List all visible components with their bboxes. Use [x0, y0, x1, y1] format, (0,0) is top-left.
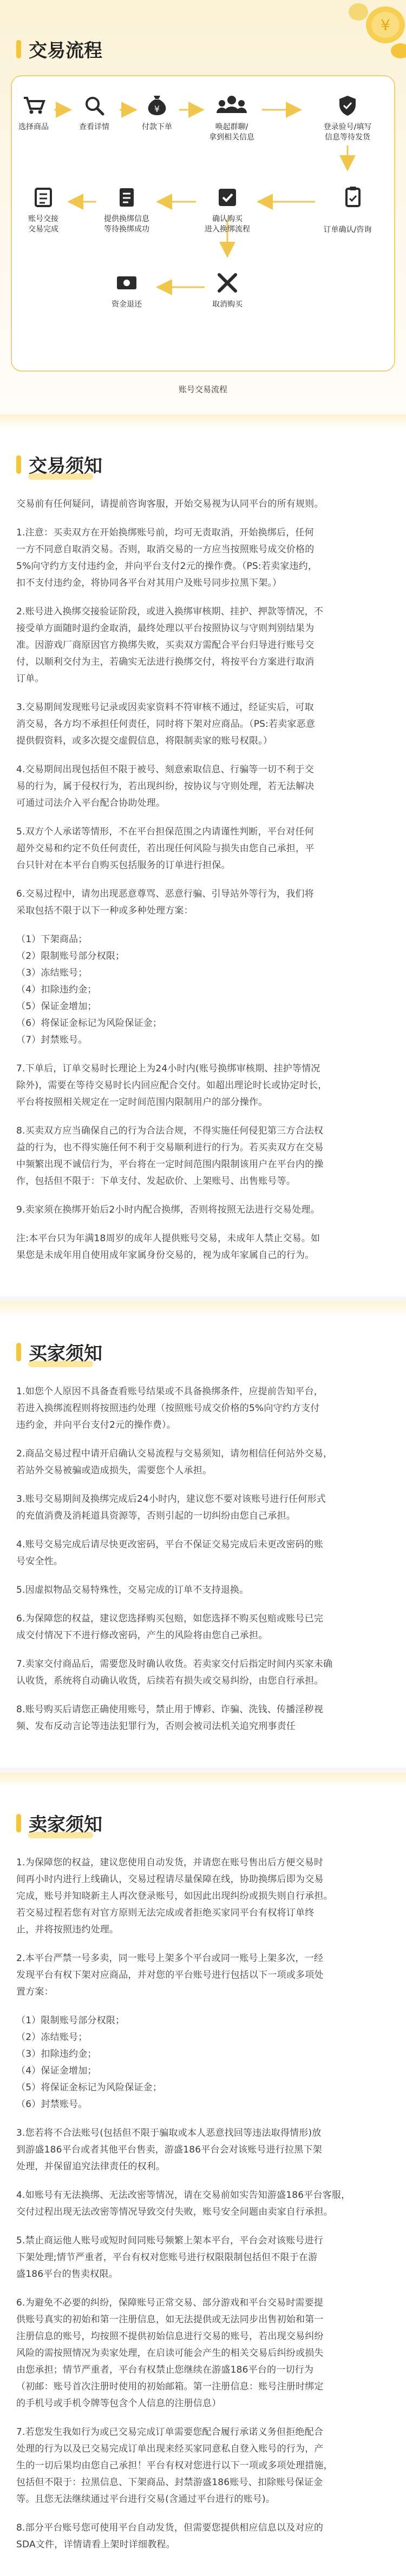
process-title-text: 交易流程: [29, 40, 102, 62]
rule-line: 由您承担；情节严重者，平台有权禁止您继续在游盛186平台的一切行为: [16, 2365, 314, 2375]
rule-paragraph: [16, 1230, 390, 1264]
rule-paragraph: [16, 931, 390, 1049]
rule-paragraph: [16, 2233, 390, 2283]
rule-paragraph: [16, 1446, 390, 1479]
rule-line: 完成，账号并知晓新主人再次登录账号，如因此出现纠纷或损失则自行承担。: [16, 1891, 333, 1902]
rule-line: 7.卖家交付商品后，需要您及时确认收货。若卖家交付后指定时间内买家未确: [16, 1659, 333, 1670]
rule-line: 5.禁止商运他人账号或短时间同账号频繁上架本平台，平台会对该账号进行: [16, 2235, 324, 2246]
rule-line: 4.账号交易完成后请尽快更改密码，平台不保证交易完成后未更改密码的账: [16, 1539, 324, 1550]
rule-paragraph: [16, 604, 390, 687]
flow-step-label: 付款下单: [142, 123, 172, 131]
rule-line: 置方案：: [16, 1986, 54, 1997]
seller-notice-head: [0, 1788, 406, 1836]
refund-icon: [117, 276, 136, 289]
flow-step-label-line2: 进入换绑流程: [205, 225, 250, 234]
rule-line: （5）保证金增加；: [16, 1001, 97, 1012]
rule-line: 接受单方面随时退约金取消，最终处理以平台按照协议与守则判别结果为: [16, 623, 315, 634]
rule-paragraph: [16, 2424, 390, 2508]
rule-paragraph: [16, 2520, 390, 2553]
rule-line: 8.买卖双方应当确保自己的行为合法合规，不得实施任何侵犯第三方合法权: [16, 1125, 324, 1136]
rule-paragraph: [16, 2012, 390, 2113]
flow-step-label-line2: 交易完成: [28, 225, 58, 234]
rule-line: 发现平台有权下架对应商品，并对您的平台账号进行包括以下一项或多项处: [16, 1970, 324, 1981]
flow-step-label: 查看详情: [79, 123, 109, 131]
flow-step-label-line2: 信息等待发货: [325, 133, 370, 142]
rule-line: 交易前有任何疑问，请提前咨询客服，开始交易视为认同平台的所有规则。: [16, 499, 324, 509]
process-flow-diagram: [12, 76, 396, 373]
rule-line: 2.商品交易过程中请开启确认交易流程与交易须知，请勿相信任何站外交易，: [16, 1448, 333, 1459]
rule-line: 9.卖家须在换绑开始后2小时内配合换绑，否则将按照无法进行交易处理。: [16, 1204, 320, 1215]
rule-paragraph: [16, 1061, 390, 1111]
title-accent-bar: [16, 1343, 21, 1361]
rule-line: （4）扣除违约金；: [16, 984, 97, 995]
process-section: [0, 0, 406, 414]
rule-line: 作，包括但不限于：下单支付、发起砍价、上架账号、出售账号等。: [16, 1176, 296, 1187]
rule-line: （5）将保证金标记为风险保证金；: [16, 2082, 162, 2093]
rule-line: 6.为避免不必要的纠纷，保障账号正常交易、部分游戏和平台交易时需要提: [16, 2297, 324, 2308]
seller-notice-title: [16, 1810, 390, 1836]
rule-line: 提供假资料，或多次提交虚假信息，将限制卖家的账号权限。）: [16, 736, 273, 746]
rule-line: 等。且您无法继续通过平台进行交易(含通过平台进行的账号)。: [16, 2494, 276, 2505]
rule-line: 易的行为，属于侵权行为，若出现纠纷，按协议与守则处理，若无法解决: [16, 781, 315, 792]
process-caption: 账号交易流程: [178, 385, 227, 394]
rule-paragraph: [16, 886, 390, 919]
clipboard-icon: [346, 187, 359, 206]
rule-line: 5.双方个人承诺等情形，不在平台担保范围之内请谨性判断，平台对任何: [16, 826, 314, 837]
rule-line: 风险的需按照情况为卖家处理，在启读可能会产生的相关交易后纠纷或损失: [16, 2348, 324, 2359]
rule-line: 采取包括不限于以下一种或多种处理方案：: [16, 905, 193, 916]
rule-paragraph: [16, 1701, 390, 1735]
rule-line: 4.交易期间出现包括但不限于被号、刻意索取信息、行骗等一切不利于交: [16, 764, 314, 775]
flow-step-label: 订单确认/咨询: [323, 226, 372, 234]
rule-paragraph: [16, 824, 390, 874]
rule-line: 8.部分平台账号您可使用平台自动发货，但需要您提供相应信息以及对应的: [16, 2522, 324, 2533]
checkbox-icon: [219, 189, 236, 206]
rule-paragraph: [16, 1611, 390, 1644]
coins-decoration-icon: [325, 0, 406, 59]
rule-line: 2.账号进入换绑交接验证阶段，或进入换绑审核期、挂护、押款等情况，不: [16, 606, 324, 617]
rule-line: 若进入换绑流程则将按照违约处理（按照账号成交价格的5%向守约方支付: [16, 1403, 320, 1414]
rule-line: （2）冻结账号；: [16, 2032, 88, 2043]
rule-line: 下架处理;情节严重者，平台有权对您账号进行权限限制包括但不限于在游: [16, 2252, 318, 2263]
rule-line: （3）冻结账号；: [16, 968, 88, 978]
rule-line: 8.账号购买后请您正确使用账号，禁止用于博彩、诈骗、洗钱、传播淫秽视: [16, 1704, 324, 1715]
rule-line: （7）封禁账号。: [16, 1035, 88, 1045]
rule-line: 1.如您个人原因不具备查看账号结果或不具备换绑条件，应提前告知平台，: [16, 1386, 324, 1397]
flow-step-label: 唤起群聊/: [215, 123, 248, 131]
rule-line: 止，并将按照违约处理。: [16, 1924, 119, 1935]
rule-line: 认收货，系统将自动确认收货，后续若有损失或交易纠纷，由您自行承担。: [16, 1676, 324, 1686]
rule-line: 益的行为，也不得实施任何不利于交易顺利进行的行为。若买卖双方在交易: [16, 1142, 324, 1153]
account-icon: [36, 189, 51, 206]
rule-line: 付，以顺利交付为主，若确实无法进行换绑交付，将按平台方案进行取消: [16, 657, 315, 667]
cross-icon: [219, 275, 235, 291]
seller-notice-title-text: 卖家须知: [29, 1814, 102, 1836]
rule-line: 7.若您发生我如行为或已交易完成订单需要您配合履行承诺义务但拒绝配合: [16, 2427, 324, 2438]
flow-connectors: [54, 110, 348, 287]
rule-line: 3.您若将不合法账号(包括但不限于骗取或本人恶意找回等违法取得情形)放: [16, 2128, 322, 2138]
rule-line: （1）限制账号部分权限；: [16, 2015, 125, 2026]
flow-step-label: 选择商品: [18, 123, 49, 131]
cart-icon: [24, 98, 44, 114]
title-accent-bar: [16, 40, 21, 58]
buyer-notice-rules: [0, 1365, 406, 1758]
rule-line: 台只针对在本平台自购买包括服务的订单进行担保。: [16, 860, 231, 871]
rule-line: （1）下架商品；: [16, 934, 88, 945]
rule-line: 成交付情况下不进行修改密码，产生的风险将由您自己承担。: [16, 1630, 268, 1641]
rule-line: 除外)，需要在等待交易时长内回应配合交付。如超出理论时长或协定时长，: [16, 1080, 328, 1091]
trade-notice-title-text: 交易须知: [29, 455, 102, 477]
rule-line: 到游盛186平台或者其他平台售卖，游盛186平台会对该账号进行拉黑下架: [16, 2144, 322, 2155]
rule-line: 供账号真实的初始和第一注册信息，如无法提供或无法同步出售初始和第一: [16, 2314, 324, 2325]
rule-line: SDA文件，详情请看上架时详细教程。: [16, 2539, 175, 2550]
rule-line: （3）扣除违约金；: [16, 2049, 97, 2060]
money-bag-icon: [148, 96, 166, 115]
trade-notice-head: [0, 429, 406, 478]
rule-line: 注册信息的账号，均按照不提供初始信息进行交易的账号，若出现交易纠纷: [16, 2331, 324, 2342]
rule-paragraph: [16, 1656, 390, 1690]
rule-line: 1.注意：买卖双方在开始换绑账号前，均可无责取消，开始换绑后，任何: [16, 527, 314, 538]
buyer-notice-title: [16, 1339, 390, 1365]
shield-check-icon: [339, 96, 356, 116]
section-fade: [0, 414, 406, 429]
rule-line: 频、发布反动言论等违法犯罪行为，否则会被司法机关追究刑事责任: [16, 1721, 296, 1732]
document-icon: [120, 188, 134, 207]
flow-step-label-line2: 拿到相关信息: [209, 133, 254, 142]
title-accent-bar: [16, 455, 21, 474]
rule-paragraph: [16, 2187, 390, 2221]
rule-line: 注:本平台只为年满18周岁的成年人提供账号交易，未成年人禁止交易。如: [16, 1233, 320, 1244]
rule-line: 1.为保障您的权益，建议您使用自动发货，并请您在账号售出后方便交易时: [16, 1857, 324, 1868]
rule-line: 可通过司法介入平台配合协助处理。: [16, 798, 166, 809]
rule-paragraph: [16, 1950, 390, 2001]
rule-paragraph: [16, 1537, 390, 1570]
section-fade: [0, 1773, 406, 1788]
rule-line: （2）限制账号部分权限；: [16, 951, 125, 962]
svg-text:¥: ¥: [381, 16, 390, 34]
flow-step-label: 登录验号/填写: [323, 123, 372, 131]
rule-line: 5.因虚拟物品交易特殊性，交易完成的订单不支持退换。: [16, 1585, 249, 1595]
rule-paragraph: [16, 1491, 390, 1525]
rule-line: 若站外交易被骗或造成损失，需要您个人承担。: [16, 1465, 212, 1476]
rule-line: 生的一切后果均由您自己承担！平台有权对您进行以下一项或多项处理措施，: [16, 2460, 333, 2471]
rule-paragraph: [16, 699, 390, 750]
rule-line: 6.交易过程中，请勿出现恶意尊骂、恶意行骗、引导站外等行为，我们将: [16, 889, 314, 899]
rule-line: 若交易过程若您有对官方原则无法完成或者拒绝买家同平台有权将订单终: [16, 1908, 315, 1918]
rule-line: （6）将保证金标记为风险保证金；: [16, 1018, 162, 1029]
rule-line: 交付过程出现无法改密等情况导致交付失败，账号安全问题由卖家自行承担。: [16, 2207, 333, 2217]
flow-step-label: 取消购买: [212, 300, 243, 309]
svg-text:¥: ¥: [154, 104, 160, 114]
flow-step-label: 账号交接: [28, 215, 58, 223]
trade-notice-rules: [0, 478, 406, 1287]
rule-line: （6）封禁账号。: [16, 2099, 88, 2110]
rule-line: 果您是未成年用自使用成年家属身份交易的，视为成年家属自己的行为。: [16, 1250, 315, 1261]
flow-step-label-line2: 等待换绑成功: [104, 225, 149, 234]
rule-line: 违约金，并向平台支付2元的操作费）。: [16, 1420, 176, 1431]
rule-line: 平台将按照相关规定在一定时间范围内限制用户的部分操作。: [16, 1097, 268, 1108]
rule-line: 处理，并保留追究法律责任的权利。: [16, 2161, 166, 2172]
buyer-notice-title-text: 买家须知: [29, 1343, 102, 1365]
people-icon: [217, 96, 247, 113]
rule-line: 号安全性。: [16, 1556, 63, 1567]
rule-line: 处理的行为以及已交易完成订单出现来经买家同意私自登入账号的行为，产: [16, 2443, 324, 2454]
rule-line: 包括但不限于：拉黑信息、下架商品、封禁游盛186账号、扣除账号保证金: [16, 2477, 323, 2488]
rule-line: 的充值消费及消耗道具资源等，否则引起的一切纠纷由您自己承担。: [16, 1511, 296, 1521]
rule-line: 准。因游戏厂商原因官方换绑失败，买卖双方需配合平台归导进行账号交: [16, 640, 315, 651]
rule-line: 7.下单后，订单交易时长理论上为24小时内(账号换绑审核期、挂护等情况: [16, 1063, 320, 1074]
flow-step-label: 确认购买: [212, 215, 243, 223]
rule-paragraph: [16, 1582, 390, 1599]
rule-paragraph: [16, 525, 390, 592]
rule-paragraph: [16, 1202, 390, 1219]
rule-line: 一方不同意自取消交易。否则，取消交易的一方应当按照账号成交价格的: [16, 544, 315, 555]
rule-paragraph: [16, 761, 390, 812]
rule-line: 中频繁出现不诚信行为，平台将在一定时间范围内限制该用户在平台内的操: [16, 1159, 324, 1170]
magnifier-icon: [87, 98, 103, 114]
rule-paragraph: [16, 1855, 390, 1938]
rule-line: 间再小时内进行上线确认，交易过程请尽量保障在线，协助换绑后即为交易: [16, 1874, 324, 1885]
rule-line: 4.如账号有无法换绑、无法改密等情况，请在交易前如实告知游盛186平台客服，: [16, 2190, 351, 2201]
rule-line: 5%向守约方支付违约金，并向平台支付2元的操作费。（PS:若卖家违约，: [16, 561, 318, 572]
rule-line: 的手机号或手机令牌等包含个人信息的注册信息）: [16, 2398, 221, 2409]
trade-notice-title: [16, 451, 390, 478]
rule-line: （4）保证金增加；: [16, 2065, 97, 2076]
rule-line: 盛186平台的售卖权限。: [16, 2269, 118, 2280]
rule-paragraph: [16, 2295, 390, 2412]
section-divider: [0, 1767, 406, 1773]
process-flow-card: [11, 75, 395, 372]
section-divider: [0, 1296, 406, 1302]
flow-step-label: 资金退还: [112, 300, 142, 309]
rule-line: 2.本平台严禁一号多卖，同一账号上架多个平台或同一账号上架多次，一经: [16, 1953, 324, 1964]
flow-step-label: 提供换绑信息: [104, 215, 149, 223]
rule-line: 3.交易期间发现账号记录或因卖家资料不符审核不通过，经证实后，可取: [16, 702, 314, 713]
rule-line: 6.为保障您的权益，建议您选择购买包赔，如您选择不购买包赔或账号已完: [16, 1613, 324, 1624]
rule-line: 扣不支付违约金，将协同各平台对其用户及账号同步拉黑下架。）: [16, 578, 282, 588]
rule-paragraph: [16, 1383, 390, 1434]
rule-paragraph: [16, 2125, 390, 2175]
rule-paragraph: [16, 1123, 390, 1190]
rule-line: 消交易，各方均不承担任何责任，同时将下架对应商品。（PS:若卖家恶意: [16, 719, 316, 730]
rule-line: 3.账号交易期间及换绑完成后24小时内，建议您不要对该账号进行任何形式: [16, 1494, 326, 1505]
rule-paragraph: [16, 496, 390, 513]
rule-line: （初邮：账号首次注册时使用的初始邮箱。第一注册信息：账号注册时绑定: [16, 2381, 324, 2392]
buyer-notice-head: [0, 1317, 406, 1365]
section-fade: [0, 1302, 406, 1317]
seller-notice-rules: [0, 1836, 406, 2576]
rule-line: 超外交易和约定不负任何责任，若出现任何风险与损失由您自己承担，平: [16, 843, 315, 854]
rule-line: 订单。: [16, 673, 44, 684]
title-accent-bar: [16, 1814, 21, 1832]
